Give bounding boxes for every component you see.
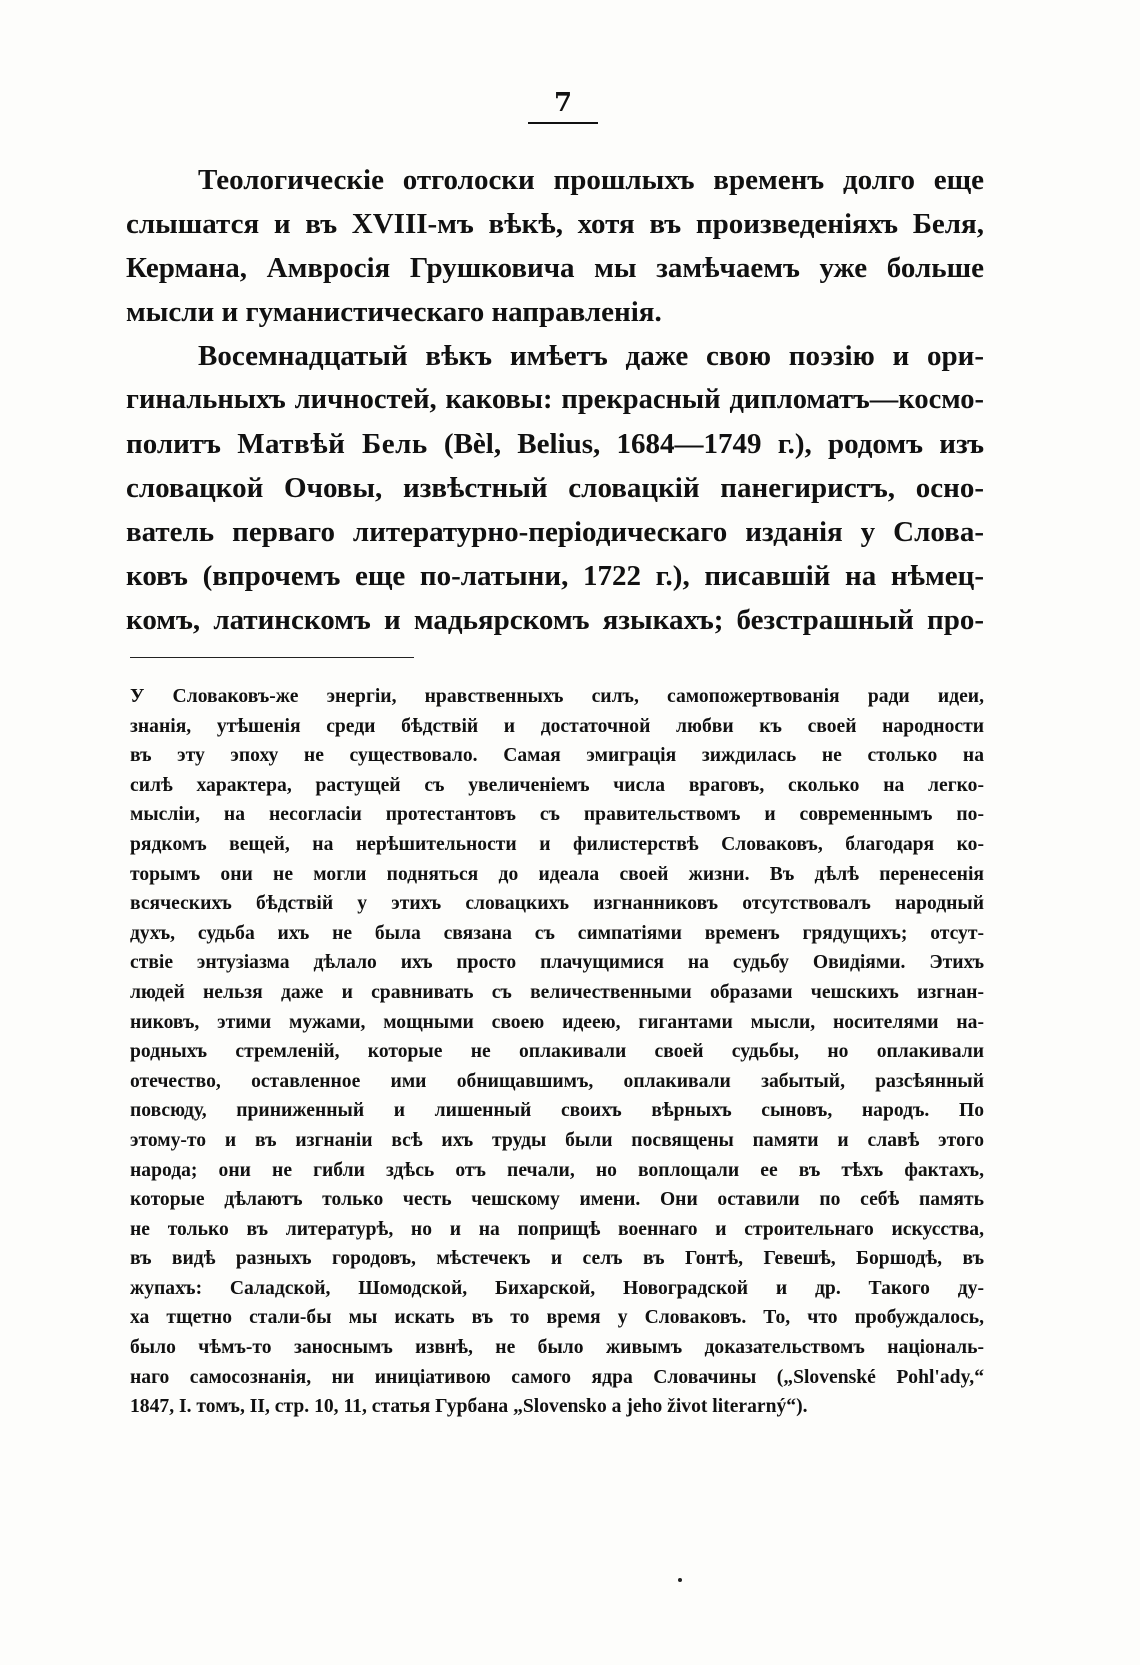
text-line: комъ, латинскомъ и мадьярскомъ языкахъ; безстрашный про-: [126, 604, 984, 636]
footnote-line: никовъ, этими мужами, мощными своею идеею, гигантами мысли, носителями на-: [130, 1011, 984, 1033]
text-line: мысли и гуманистическаго направленія.: [126, 296, 662, 328]
footnote-line: торымъ они не могли подняться до идеала своей жизни. Въ дѣлѣ перенесенія: [130, 863, 984, 885]
footnote-line: этому-то и въ изгнаніи всѣ ихъ труды были посвящены памяти и славѣ этого: [130, 1129, 984, 1151]
text-line: [126, 422, 984, 466]
text-line: Восемнадцатый вѣкъ имѣетъ даже свою поэзію и ори-: [198, 340, 984, 372]
footnote-line: всяческихъ бѣдствій у этихъ словацкихъ изгнанниковъ отсутствовалъ народный: [130, 893, 984, 915]
footnote: [130, 682, 984, 1422]
footnote-line: силѣ характера, растущей съ увеличеніемъ числа враговъ, сколько на легко-: [130, 774, 984, 796]
footnote-line: ствіе энтузіазма дѣлало ихъ просто плачущимися на судьбу Овидіями. Этихъ: [130, 952, 984, 974]
person-name: Матвѣй Бель: [237, 428, 428, 460]
footnote-line: не только въ литературѣ, но и на поприщѣ военнаго и строительнаго искусства,: [130, 1218, 984, 1240]
text-line: Теологическіе отголоски прошлыхъ временъ долго еще: [198, 164, 984, 196]
footnote-line: родныхъ стремленій, которые не оплакивали своей судьбы, но оплакивали: [130, 1041, 984, 1063]
ink-speck: [678, 1578, 682, 1582]
footnote-line: мысліи, на несогласіи протестантовъ съ правительствомъ и современнымъ по-: [130, 804, 984, 826]
footnote-line: было чѣмъ-то заноснымъ извнѣ, не было живымъ доказательствомъ національ-: [130, 1337, 984, 1359]
footnote-line: 1847, I. томъ, II, стр. 10, 11, статья Гурбана „Slovensko a jeho život literarný“).: [130, 1396, 808, 1418]
footnote-divider: [130, 657, 414, 658]
footnote-line: рядкомъ вещей, на нерѣшительности и филистерствѣ Словаковъ, благодаря ко-: [130, 833, 984, 855]
footnote-line: людей нельзя даже и сравнивать съ величественными образами чешскихъ изгнан-: [130, 981, 984, 1003]
footnote-line: которые дѣлаютъ только честь чешскому имени. Они оставили по себѣ память: [130, 1189, 984, 1211]
text-line: Кермана, Амвросія Грушковича мы замѣчаемъ уже больше: [126, 252, 984, 284]
footnote-line: духъ, судьба ихъ не была связана съ симпатіями временъ грядущихъ; отсут-: [130, 922, 984, 944]
footnote-line: отечество, оставленное ими обнищавшимъ, оплакивали забытый, разсѣянный: [130, 1070, 984, 1092]
main-text: [126, 158, 984, 642]
text-fragment: политъ: [126, 428, 221, 460]
text-line: ватель перваго литературно-періодическаго изданія у Слова-: [126, 516, 984, 548]
footnote-line: повсюду, приниженный и лишенный своихъ вѣрныхъ сыновъ, народъ. По: [130, 1100, 984, 1122]
footnote-line: въ видѣ разныхъ городовъ, мѣстечекъ и селъ въ Гонтѣ, Гевешѣ, Боршодѣ, въ: [130, 1248, 984, 1270]
footnote-line: знанія, утѣшенія среди бѣдствій и достаточной любви къ своей народности: [130, 715, 984, 737]
footnote-line: жупахъ: Саладской, Шомодской, Бихарской, Новоградской и др. Такого ду-: [130, 1277, 984, 1299]
page-number: 7: [528, 88, 598, 124]
text-fragment: (Bèl, Belius, 1684—1749 г.), родомъ изъ: [443, 428, 985, 460]
text-line: ковъ (впрочемъ еще по-латыни, 1722 г.), писавшій на нѣмец-: [126, 560, 984, 592]
text-line: гинальныхъ личностей, каковы: прекрасный дипломатъ—космо-: [126, 384, 984, 415]
text-line: слышатся и въ XVIII-мъ вѣкѣ, хотя въ произведеніяхъ Беля,: [126, 208, 984, 240]
footnote-line: ха тщетно стали-бы мы искать въ то время у Словаковъ. То, что пробуждалось,: [130, 1307, 984, 1329]
footnote-line: наго самосознанія, ни иниціативою самого ядра Словачины („Slovenské Pohl'ady,“: [130, 1366, 984, 1388]
text-line: словацкой Очовы, извѣстный словацкій панегиристъ, осно-: [126, 472, 984, 504]
footnote-line: народа; они не гибли здѣсь отъ печали, но воплощали ее въ тѣхъ фактахъ,: [130, 1159, 984, 1181]
footnote-line: въ эту эпоху не существовало. Самая эмиграція зиждилась не столько на: [130, 745, 984, 767]
footnote-line: У Словаковъ-же энергіи, нравственныхъ силъ, самопожертвованія ради идеи,: [130, 686, 984, 707]
